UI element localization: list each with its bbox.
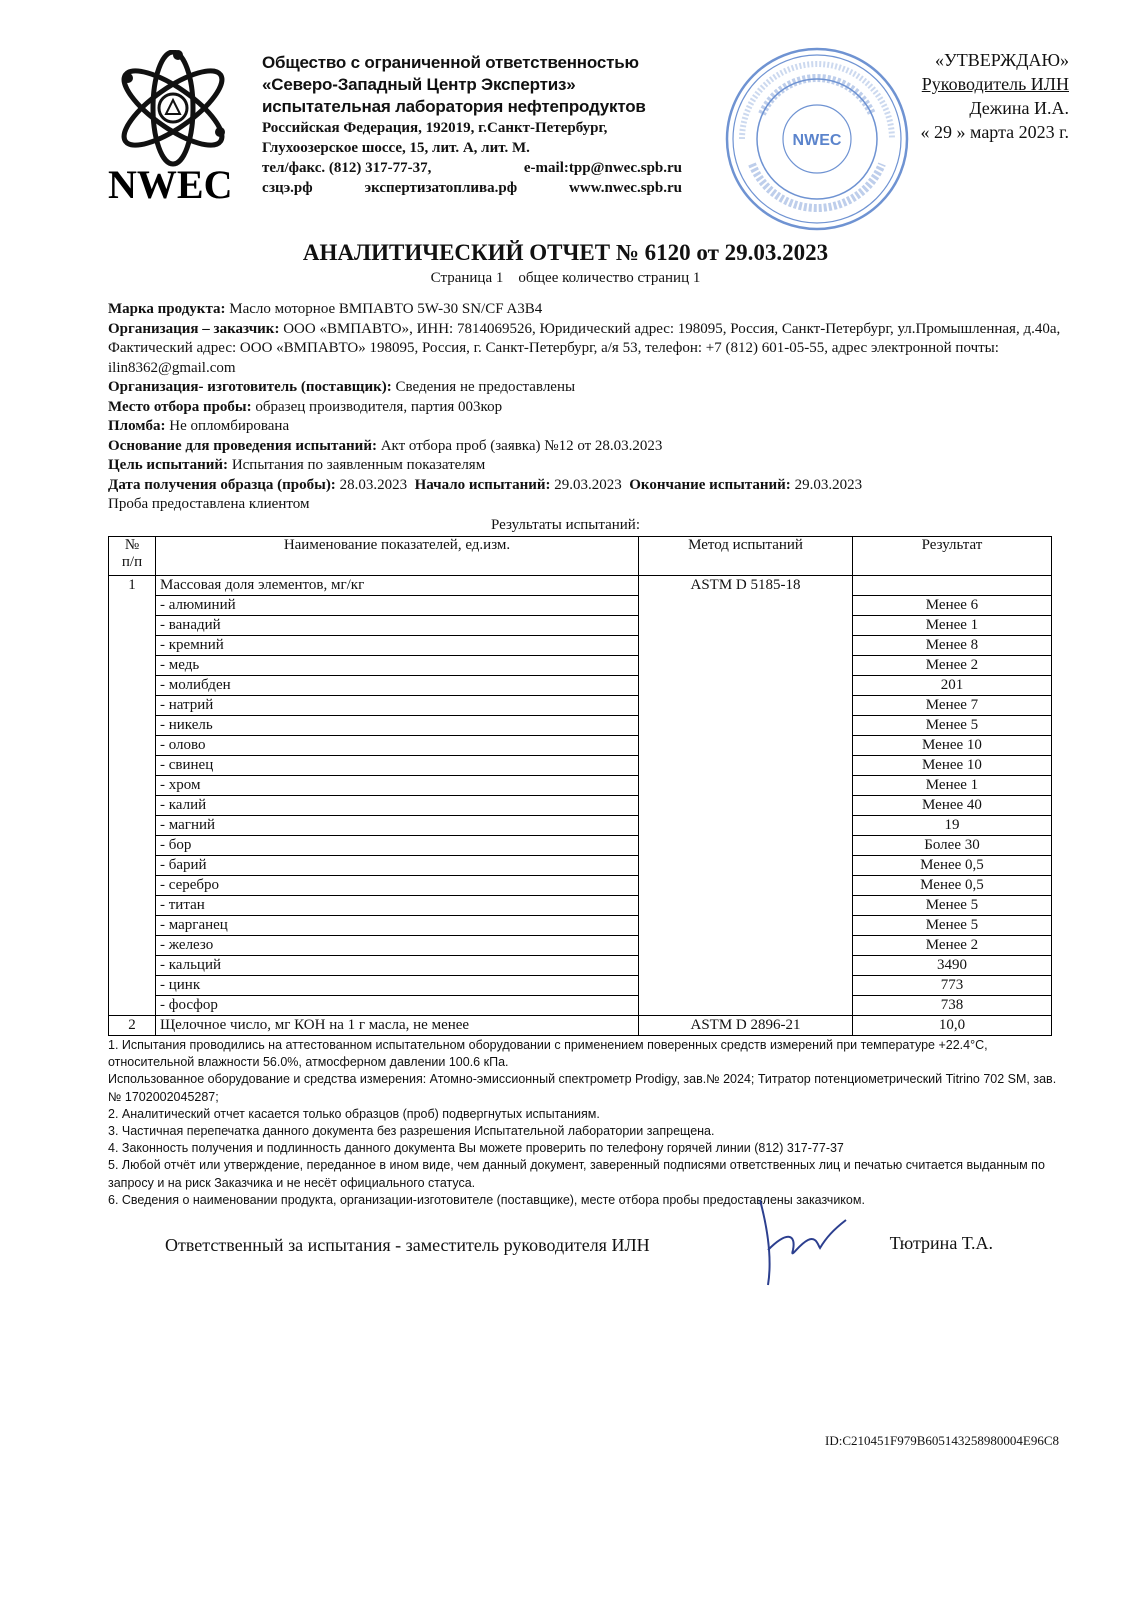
site-3: www.nwec.spb.ru <box>569 180 682 196</box>
method-empty <box>639 656 853 676</box>
method: ASTM D 5185-18 <box>639 576 853 596</box>
purpose-value: Испытания по заявленным показателям <box>231 457 486 473</box>
element-result: 19 <box>853 816 1052 836</box>
manufacturer-label: Организация- изготовитель (поставщик): <box>108 379 392 395</box>
col-name: Наименование показателей, ед.изм. <box>156 537 639 576</box>
table-row <box>109 716 1052 736</box>
element-name: - титан <box>156 896 639 916</box>
table-row <box>109 996 1052 1016</box>
email: e-mail:tpp@nwec.spb.ru <box>523 160 682 176</box>
row-number-empty <box>109 976 156 996</box>
element-result: Менее 10 <box>853 736 1052 756</box>
element-result: Менее 0,5 <box>853 876 1052 896</box>
approval-line1: «УТВЕРЖДАЮ» <box>934 50 1069 70</box>
element-name: - медь <box>156 656 639 676</box>
approval-line3: Дежина И.А. <box>969 98 1069 118</box>
page-count: Страница 1 общее количество страниц 1 <box>430 270 701 286</box>
row-number-empty <box>109 876 156 896</box>
row-number-empty <box>109 916 156 936</box>
notes-block <box>108 1037 1068 1209</box>
row-number-empty <box>109 616 156 636</box>
signature-label: Ответственный за испытания - заместитель руководителя ИЛН <box>165 1235 650 1255</box>
result-value: 10,0 <box>853 1016 1052 1036</box>
company-logo <box>108 50 238 210</box>
note-item: Использованное оборудование и средства измерения: Атомно-эмиссионный спектрометр Prodigy, зав.№ 2024; Титратор потенциометрический Titrino 702 SM, зав.№ 1702002045287; <box>108 1072 1057 1104</box>
manufacturer-value: Сведения не предоставлены <box>395 379 576 395</box>
received-value: 28.03.2023 <box>339 476 408 493</box>
element-name: - ванадий <box>156 616 639 636</box>
element-name: - олово <box>156 736 639 756</box>
table-row <box>109 756 1052 776</box>
element-name: - алюминий <box>156 596 639 616</box>
stamp-seal-icon <box>722 44 912 234</box>
element-result: Менее 40 <box>853 796 1052 816</box>
handwritten-signature-icon <box>738 1190 858 1290</box>
col-number-line2: п/п <box>121 554 143 570</box>
table-row <box>109 796 1052 816</box>
row-number-empty <box>109 936 156 956</box>
indicator-name: Массовая доля элементов, мг/кг <box>156 576 639 596</box>
table-row <box>109 656 1052 676</box>
end-value: 29.03.2023 <box>794 476 863 493</box>
method: ASTM D 2896-21 <box>639 1016 853 1036</box>
note-item: 3. Частичная перепечатка данного документа без разрешения Испытательной лаборатории запрещена. <box>108 1124 715 1139</box>
table-row <box>109 836 1052 856</box>
element-result: Менее 6 <box>853 596 1052 616</box>
table-row <box>109 616 1052 636</box>
approval-date: « 29 » марта 2023 г. <box>920 122 1069 142</box>
element-name: - никель <box>156 716 639 736</box>
provided-note: Проба предоставлена клиентом <box>108 496 310 512</box>
row-number-empty <box>109 656 156 676</box>
method-empty <box>639 896 853 916</box>
element-result: Менее 8 <box>853 636 1052 656</box>
sampling-label: Место отбора пробы: <box>108 398 252 415</box>
table-row <box>109 976 1052 996</box>
note-item: 4. Законность получения и подлинность данного документа Вы можете проверить по телефону горячей линии (812) 317-77-37 <box>108 1141 844 1156</box>
method-empty <box>639 756 853 776</box>
element-result: Менее 1 <box>853 776 1052 796</box>
note-item: 2. Аналитический отчет касается только образцов (проб) подвергнутых испытаниям. <box>108 1106 600 1121</box>
customer-value: ООО «ВМПАВТО», ИНН: 7814069526, Юридический адрес: 198095, Россия, Санкт-Петербург, ул.Промышленная, д.40а, Фактический адрес: ООО «ВМПАВТО» 198095, Россия, г. Санкт-Петербург, а/я 53, телефон: +7 (812) 601-05-55, адрес электронной почты: ilin8362@gmail.com <box>108 320 1061 376</box>
method-empty <box>639 716 853 736</box>
method-empty <box>639 676 853 696</box>
element-name: - кремний <box>156 636 639 656</box>
row-number-empty <box>109 636 156 656</box>
element-result: Более 30 <box>853 836 1052 856</box>
element-result: 773 <box>853 976 1052 996</box>
phone: тел/факс. (812) 317-77-37, <box>262 160 432 176</box>
table-row <box>109 936 1052 956</box>
company-name-line3: испытательная лаборатория нефтепродуктов <box>262 97 646 116</box>
row-number-empty <box>109 696 156 716</box>
indicator-name: Щелочное число, мг КОН на 1 г масла, не менее <box>156 1016 639 1036</box>
site-1: сзцэ.рф <box>262 180 313 196</box>
report-info <box>108 300 1068 515</box>
element-name: - серебро <box>156 876 639 896</box>
lab-stamp <box>722 44 912 234</box>
element-name: - свинец <box>156 756 639 776</box>
row-number-empty <box>109 676 156 696</box>
method-empty <box>639 696 853 716</box>
start-label: Начало испытаний: <box>414 476 551 493</box>
result-value <box>853 576 1052 596</box>
row-number-empty <box>109 776 156 796</box>
results-table <box>108 536 1052 1036</box>
product-value: Масло моторное ВМПАВТО 5W-30 SN/CF A3B4 <box>229 301 543 317</box>
method-empty <box>639 936 853 956</box>
report-title: АНАЛИТИЧЕСКИЙ ОТЧЕТ № 6120 от 29.03.2023 <box>302 240 829 265</box>
col-method: Метод испытаний <box>639 537 853 576</box>
note-item: 1. Испытания проводились на аттестованном испытательном оборудовании с применением поверенных средств измерений при температуре +22.4°C, относительной влажности 56.0%, атмосферном давлении 100.6 кПа. <box>108 1038 988 1070</box>
row-number-empty <box>109 956 156 976</box>
received-label: Дата получения образца (пробы): <box>108 476 336 493</box>
seal-label: Пломба: <box>108 418 166 434</box>
element-name: - кальций <box>156 956 639 976</box>
table-row <box>109 896 1052 916</box>
address-line2: Глухоозерское шоссе, 15, лит. А, лит. М. <box>262 140 530 156</box>
table-row <box>109 956 1052 976</box>
table-row <box>109 636 1052 656</box>
purpose-label: Цель испытаний: <box>108 457 229 473</box>
method-empty <box>639 956 853 976</box>
element-result: Менее 5 <box>853 916 1052 936</box>
method-empty <box>639 616 853 636</box>
element-result: Менее 2 <box>853 936 1052 956</box>
element-result: Менее 10 <box>853 756 1052 776</box>
end-label: Окончание испытаний: <box>629 476 791 493</box>
element-result: Менее 1 <box>853 616 1052 636</box>
row-number-empty <box>109 756 156 776</box>
row-number-empty <box>109 596 156 616</box>
table-row <box>109 876 1052 896</box>
approval-line2: Руководитель ИЛН <box>921 74 1069 94</box>
element-result: Менее 2 <box>853 656 1052 676</box>
method-empty <box>639 736 853 756</box>
approval-block <box>921 48 1069 144</box>
element-result: Менее 7 <box>853 696 1052 716</box>
sampling-value: образец производителя, партия 003кор <box>255 398 503 415</box>
element-name: - фосфор <box>156 996 639 1016</box>
col-result: Результат <box>853 537 1052 576</box>
col-number-line1: № <box>124 537 140 553</box>
method-empty <box>639 836 853 856</box>
results-title: Результаты испытаний: <box>490 517 641 533</box>
company-name-line1: Общество с ограниченной ответственностью <box>262 53 639 72</box>
table-row <box>109 776 1052 796</box>
product-label: Марка продукта: <box>108 301 226 317</box>
row-number: 2 <box>109 1016 156 1036</box>
company-name-line2: «Северо-Западный Центр Экспертиз» <box>262 75 576 94</box>
stamp-text: NWEC <box>792 132 842 149</box>
method-empty <box>639 856 853 876</box>
row-number-empty <box>109 796 156 816</box>
table-row <box>109 576 1052 596</box>
element-result: 201 <box>853 676 1052 696</box>
table-row <box>109 816 1052 836</box>
method-empty <box>639 816 853 836</box>
row-number-empty <box>109 716 156 736</box>
method-empty <box>639 996 853 1016</box>
element-name: - цинк <box>156 976 639 996</box>
seal-value: Не опломбирована <box>169 418 290 434</box>
method-empty <box>639 596 853 616</box>
row-number-empty <box>109 816 156 836</box>
table-row <box>109 696 1052 716</box>
element-name: - хром <box>156 776 639 796</box>
note-item: 6. Сведения о наименовании продукта, организации-изготовителе (поставщике), месте отбора пробы предоставлены заказчиком. <box>108 1192 865 1207</box>
element-name: - марганец <box>156 916 639 936</box>
customer-label: Организация – заказчик: <box>108 320 280 337</box>
basis-value: Акт отбора проб (заявка) №12 от 28.03.2023 <box>380 437 663 454</box>
document-id: ID:C210451F979B605143258980004E96C8 <box>824 1433 1059 1448</box>
start-value: 29.03.2023 <box>554 476 622 493</box>
note-item: 5. Любой отчёт или утверждение, переданное в ином виде, чем данный документ, заверенный подписями ответственных лиц и печатью считается выданным по запросу и на риск Заказчика и не несёт официального статуса. <box>108 1158 1045 1190</box>
table-row <box>109 736 1052 756</box>
element-name: - железо <box>156 936 639 956</box>
element-result: Менее 5 <box>853 896 1052 916</box>
element-result: 3490 <box>853 956 1052 976</box>
element-name: - барий <box>156 856 639 876</box>
table-row <box>109 916 1052 936</box>
method-empty <box>639 976 853 996</box>
element-name: - бор <box>156 836 639 856</box>
row-number-empty <box>109 996 156 1016</box>
element-result: 738 <box>853 996 1052 1016</box>
col-number <box>109 537 156 576</box>
element-name: - калий <box>156 796 639 816</box>
method-empty <box>639 776 853 796</box>
site-2: экспертизатоплива.рф <box>364 180 518 196</box>
table-row <box>109 596 1052 616</box>
table-row <box>109 856 1052 876</box>
row-number-empty <box>109 856 156 876</box>
row-number-empty <box>109 896 156 916</box>
atom-logo-icon <box>108 50 238 210</box>
element-result: Менее 0,5 <box>853 856 1052 876</box>
method-empty <box>639 916 853 936</box>
logo-text: NWEC <box>108 162 233 207</box>
signatory-name: Тютрина Т.А. <box>889 1233 993 1253</box>
row-number-empty <box>109 736 156 756</box>
method-empty <box>639 876 853 896</box>
method-empty <box>639 636 853 656</box>
signature-mark <box>738 1190 858 1290</box>
table-row <box>109 1016 1052 1036</box>
element-result: Менее 5 <box>853 716 1052 736</box>
element-name: - магний <box>156 816 639 836</box>
row-number-empty <box>109 836 156 856</box>
row-number: 1 <box>109 576 156 596</box>
company-block <box>262 52 692 198</box>
element-name: - молибден <box>156 676 639 696</box>
element-name: - натрий <box>156 696 639 716</box>
basis-label: Основание для проведения испытаний: <box>108 437 377 454</box>
address-line1: Российская Федерация, 192019, г.Санкт-Петербург, <box>262 120 608 136</box>
method-empty <box>639 796 853 816</box>
table-row <box>109 676 1052 696</box>
